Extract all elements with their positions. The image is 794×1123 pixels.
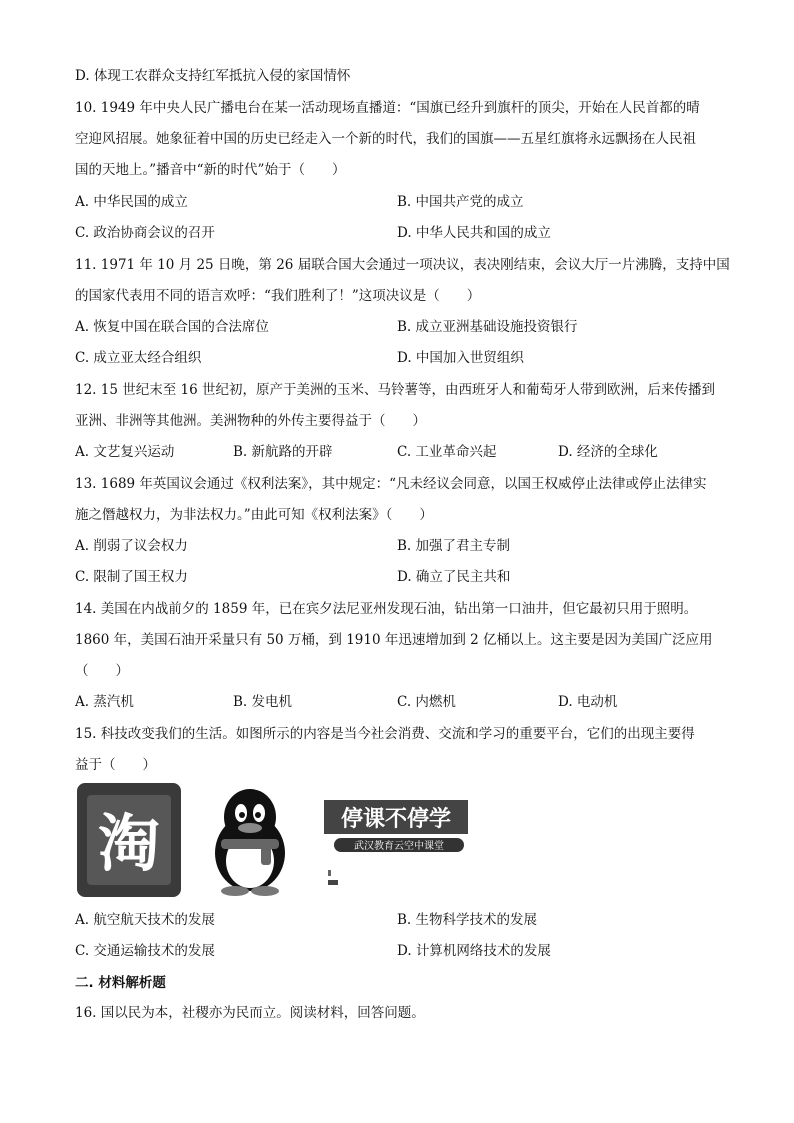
q14-stem-line-3: （ ） <box>75 663 129 679</box>
taobao-char: 淘 <box>97 807 161 880</box>
q16-stem: 16. 国以民为本，社稷亦为民而立。阅读材料，回答问题。 <box>75 1005 425 1021</box>
q10-option-d: D. 中华人民共和国的成立 <box>397 225 551 241</box>
q14-option-a: A. 蒸汽机 <box>75 694 134 710</box>
q15-stem-line-2: 益于（ ） <box>75 757 156 773</box>
q15-stem-line-1: 15. 科技改变我们的生活。如图所示的内容是当今社会消费、交流和学习的重要平台，它们的出现主要得 <box>75 726 695 742</box>
q13-stem-line-1: 13. 1689 年英国议会通过《权利法案》，其中规定：“凡未经议会同意，以国王权威停止法律或停止法律实 <box>75 476 707 492</box>
q12-stem-line-2: 亚洲、非洲等其他洲。美洲物种的外传主要得益于（ ） <box>75 413 426 429</box>
q10-stem-line-3: 国的天地上。”播音中“新的时代”始于（ ） <box>75 162 346 178</box>
q15-option-d: D. 计算机网络技术的发展 <box>397 943 551 959</box>
q13-option-d: D. 确立了民主共和 <box>397 569 511 585</box>
q14-option-b: B. 发电机 <box>233 694 293 710</box>
q11-option-d: D. 中国加入世贸组织 <box>397 350 524 366</box>
q14-stem-line-2: 1860 年，美国石油开采量只有 50 万桶，到 1910 年迅速增加到 2 亿桶以上。这主要是因为美国广泛应用 <box>75 632 713 648</box>
q10-stem-line-1: 10. 1949 年中央人民广播电台在某一活动现场直播道：“国旗已经升到旗杆的顶尖，开始在人民首都的晴 <box>75 100 700 116</box>
q12-option-b: B. 新航路的开辟 <box>233 444 333 460</box>
section-2-title: 二. 材料解析题 <box>75 975 166 991</box>
q12-option-a: A. 文艺复兴运动 <box>75 444 175 460</box>
banner-subtitle: 武汉教育云空中课堂 <box>354 841 444 852</box>
q10-option-b: B. 中国共产党的成立 <box>397 194 524 210</box>
q12-stem-line-1: 12. 15 世纪末至 16 世纪初，原产于美洲的玉米、马铃薯等，由西班牙人和葡萄牙人带到欧洲，后来传播到 <box>75 382 715 398</box>
q13-option-a: A. 削弱了议会权力 <box>75 538 188 554</box>
q12-option-d: D. 经济的全球化 <box>558 444 658 460</box>
q13-stem-line-2: 施之僭越权力，为非法权力。”由此可知《权利法案》（ ） <box>75 507 433 523</box>
q11-option-a: A. 恢复中国在联合国的合法席位 <box>75 319 269 335</box>
q11-option-c: C. 成立亚太经合组织 <box>75 350 202 366</box>
taobao-logo-image <box>77 783 181 897</box>
qq-penguin-image <box>205 783 295 898</box>
online-class-banner-image <box>324 800 468 895</box>
q15-option-c: C. 交通运输技术的发展 <box>75 943 215 959</box>
banner-title: 停课不停学 <box>340 807 452 832</box>
q11-stem-line-1: 11. 1971 年 10 月 25 日晚，第 26 届联合国大会通过一项决议，表决刚结束，会议大厅一片沸腾，支持中国 <box>75 257 730 273</box>
q14-option-d: D. 电动机 <box>558 694 618 710</box>
q10-option-a: A. 中华民国的成立 <box>75 194 188 210</box>
q10-option-c: C. 政治协商会议的召开 <box>75 225 215 241</box>
q10-stem-line-2: 空迎风招展。她象征着中国的历史已经走入一个新的时代，我们的国旗——五星红旗将永远飘扬在人民祖 <box>75 131 696 147</box>
q13-option-b: B. 加强了君主专制 <box>397 538 511 554</box>
q14-option-c: C. 内燃机 <box>397 694 456 710</box>
q14-stem-line-1: 14. 美国在内战前夕的 1859 年，已在宾夕法尼亚州发现石油，钻出第一口油井，但它最初只用于照明。 <box>75 601 698 617</box>
q15-option-a: A. 航空航天技术的发展 <box>75 912 215 928</box>
q12-option-c: C. 工业革命兴起 <box>397 444 497 460</box>
q11-option-b: B. 成立亚洲基础设施投资银行 <box>397 319 578 335</box>
q9-option-d: D. 体现工农群众支持红军抵抗入侵的家国情怀 <box>75 68 351 84</box>
q11-stem-line-2: 的国家代表用不同的语言欢呼：“我们胜利了！”这项决议是（ ） <box>75 288 481 304</box>
q15-option-b: B. 生物科学技术的发展 <box>397 912 538 928</box>
q13-option-c: C. 限制了国王权力 <box>75 569 188 585</box>
